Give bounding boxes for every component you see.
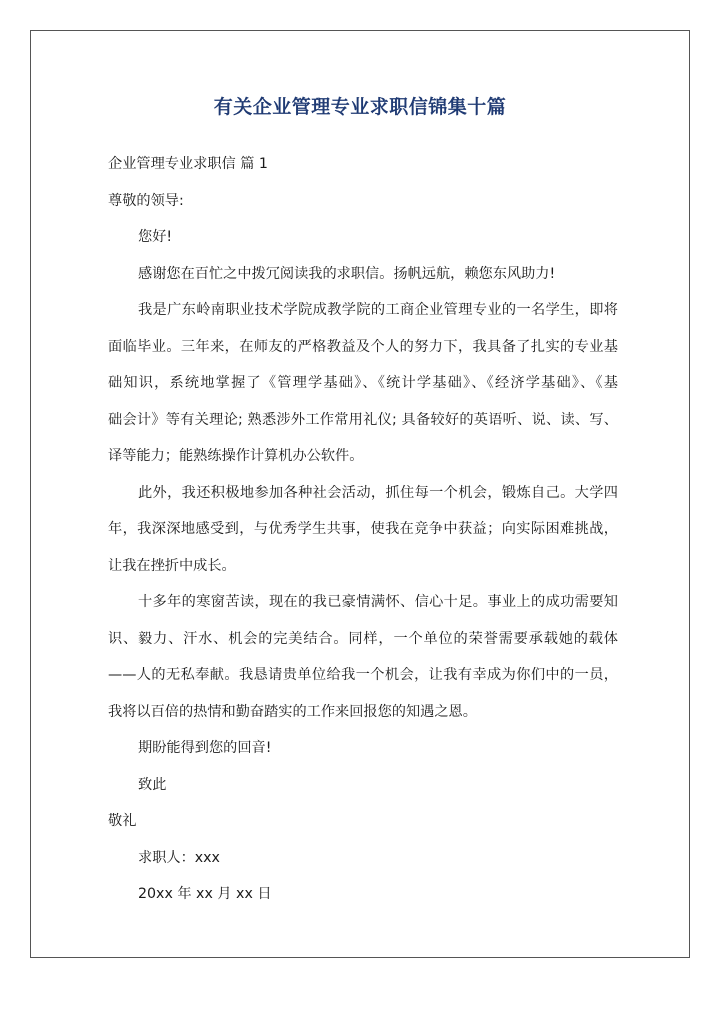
paragraph-line: 面临毕业。三年来，在师友的严格教益及个人的努力下，我具备了扎实的专业基 (108, 338, 618, 355)
intro-paragraph (108, 296, 618, 472)
activities-paragraph (108, 479, 618, 582)
paragraph-line: 我是广东岭南职业技术学院成教学院的工商企业管理专业的一名学生，即将 (138, 302, 618, 318)
section-heading: 企业管理专业求职信 篇 1 (108, 156, 268, 172)
paragraph-line: 础知识，系统地掌握了《管理学基础》、《统计学基础》、《经济学基础》、《基 (108, 375, 618, 391)
closing-line-1: 致此 (138, 776, 167, 793)
paragraph-line: 译等能力；能熟练操作计算机办公软件。 (108, 448, 364, 464)
paragraph-line: ——人的无私奉献。我恳请贵单位给我一个机会，让我有幸成为你们中的一员， (108, 667, 618, 683)
paragraph-line: 础会计》等有关理论; 熟悉涉外工作常用礼仪; 具备较好的英语听、说、读、写、 (108, 411, 618, 428)
hope-paragraph: 期盼能得到您的回音! (138, 740, 272, 756)
signature: 求职人：xxx (138, 849, 220, 866)
paragraph-line: 年，我深深地感受到，与优秀学生共事，使我在竞争中获益；向实际困难挑战， (108, 521, 618, 537)
document-title: 有关企业管理专业求职信锦集十篇 (213, 96, 507, 118)
paragraph-line: 让我在挫折中成长。 (108, 557, 236, 574)
paragraph-line: 十多年的寒窗苦读，现在的我已豪情满怀、信心十足。事业上的成功需要知 (138, 594, 618, 610)
thanks-paragraph: 感谢您在百忙之中拨冗阅读我的求职信。扬帆远航，赖您东风助力! (138, 265, 556, 282)
greeting: 您好! (138, 229, 173, 245)
date: 20xx 年 xx 月 xx 日 (138, 886, 272, 902)
paragraph-line: 我将以百倍的热情和勤奋踏实的工作来回报您的知遇之恩。 (108, 703, 477, 720)
paragraph-line: 识、毅力、汗水、机会的完美结合。同样，一个单位的荣誉需要承载她的载体 (108, 630, 618, 647)
salutation: 尊敬的领导: (108, 192, 184, 209)
closing-line-2: 敬礼 (108, 813, 137, 829)
ambition-paragraph (108, 588, 618, 727)
paragraph-line: 此外，我还积极地参加各种社会活动，抓住每一个机会，锻炼自己。大学四 (138, 484, 618, 501)
letter-body (108, 150, 618, 910)
